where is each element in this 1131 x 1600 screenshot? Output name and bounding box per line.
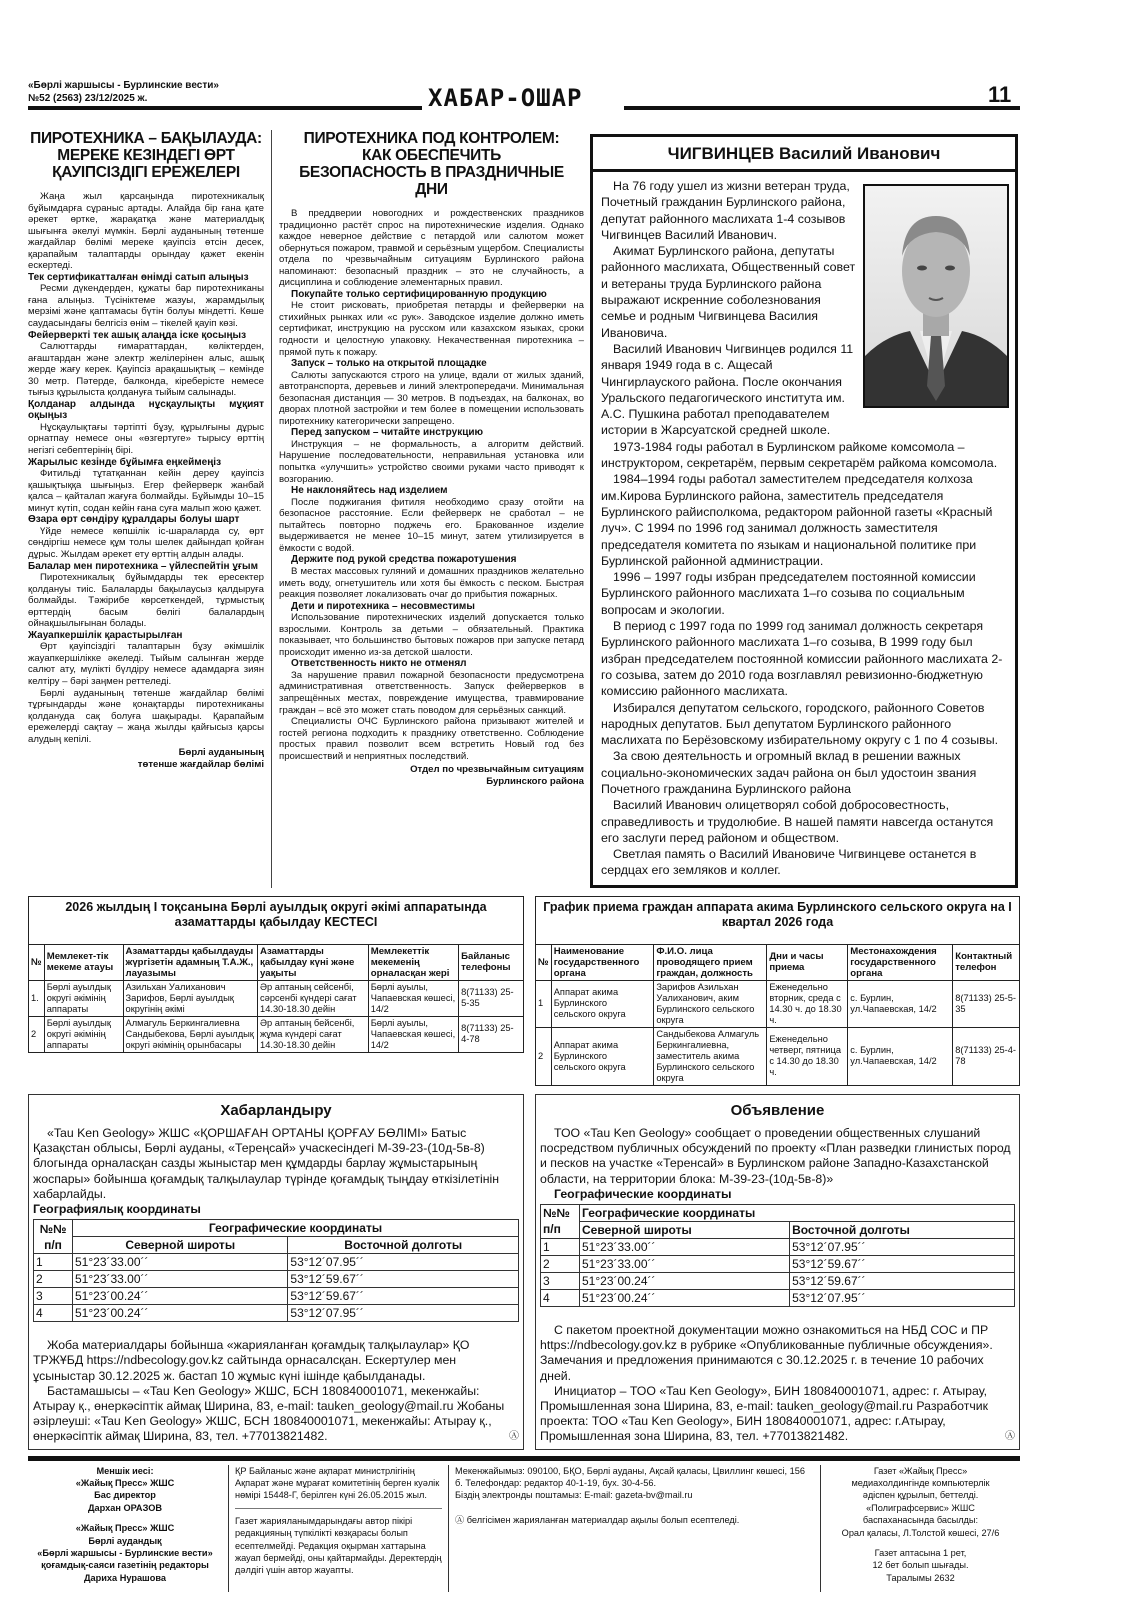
article-ru-signature bbox=[279, 764, 584, 787]
page-header bbox=[28, 78, 1020, 130]
table-row bbox=[34, 1271, 519, 1288]
table-row bbox=[34, 1305, 519, 1322]
column-header: Байланыс телефоны bbox=[459, 944, 524, 980]
table-cell: 2 bbox=[536, 1027, 552, 1085]
table-cell: с. Бурлин, ул.Чапаевская, 14/2 bbox=[848, 980, 953, 1027]
lat-header: Северной широты bbox=[580, 1221, 790, 1238]
notice-kz bbox=[28, 1094, 524, 1450]
printing-info bbox=[825, 1465, 1016, 1539]
footer bbox=[28, 1465, 1020, 1593]
text-line: Дархан ОРАЗОВ bbox=[88, 1502, 162, 1513]
paragraph: Үйде немесе көпшілік іс-шараларда су, өрт сөндіргіш немесе құм толы шелек дайындап қойған дұрыс. Жылдам әрекет ету өрттің алдын алады. bbox=[28, 525, 264, 560]
table-cell: 51°23´00.24´´ bbox=[73, 1305, 288, 1322]
subheading: Запуск – только на открытой площадке bbox=[291, 358, 487, 370]
notice-ru bbox=[535, 1094, 1020, 1450]
table-row bbox=[34, 1288, 519, 1305]
table-cell: Әр аптаның бейсенбі, жұма күндері сағат 14.30-18.30 дейін bbox=[258, 1016, 369, 1052]
text-line: «Полиграфсервис» ЖШС bbox=[866, 1502, 975, 1513]
subheading: Ответственность никто не отменял bbox=[291, 658, 467, 670]
column-header: № bbox=[536, 944, 552, 980]
table-cell: 51°23´33.00´´ bbox=[73, 1271, 288, 1288]
table-cell: 51°23´00.24´´ bbox=[73, 1288, 288, 1305]
paragraph: Светлая память о Василий Ивановиче Чигвинцеве останется в сердцах его земляков и коллег. bbox=[601, 847, 977, 878]
table-cell: 4 bbox=[541, 1289, 580, 1306]
paragraph: Не стоит рисковать, приобретая петарды и фейерверки на стихийных рынках или «с рук». Заводское изделие должно иметь сертификат, инструкцию на русском или казахском языках, сроки годности и целостную упаковку. Некачественная пиротехника – прямой путь к пожару. bbox=[279, 300, 584, 358]
paragraph: 1973-1984 годы работал в Бурлинском райкоме комсомола – инструктором, секретарём, первым секретарём райкома комсомола. bbox=[601, 439, 998, 471]
article-kz-signature bbox=[28, 747, 264, 770]
table-cell: 53°12´59.67´´ bbox=[790, 1255, 1015, 1272]
signature-line: Отдел по чрезвычайным ситуациям bbox=[410, 764, 584, 776]
signature-line: төтенше жағдайлар бөлімі bbox=[137, 758, 264, 770]
top-row bbox=[28, 130, 1020, 888]
masthead bbox=[28, 79, 219, 105]
paragraph: Бөрлі ауданының төтенше жағдайлар бөлімі тұрғындарды және қонақтарды пиротехниканы қолдануда сақ болуға шақырады. Қарапайым ережелерді сақтау – жаңа жылды қайғысыз қарсы алудың кепілі. bbox=[28, 687, 264, 745]
table-cell: 53°12´59.67´´ bbox=[288, 1271, 519, 1288]
subheading: Фейерверкті тек ашық алаңда іске қосыңыз bbox=[28, 329, 247, 341]
table-cell: Азильхан Уалиханович Зарифов, Бөрлі ауылдық округінің әкімі bbox=[123, 980, 257, 1016]
text-line: баспаханасында басылды: bbox=[862, 1515, 979, 1526]
article-kz-body bbox=[28, 191, 264, 745]
table-cell: 51°23´33.00´´ bbox=[580, 1238, 790, 1255]
table-cell: 51°23´33.00´´ bbox=[73, 1254, 288, 1271]
notice-ru-p2 bbox=[540, 1384, 1015, 1445]
coords-group-header: Географические координаты bbox=[580, 1204, 1015, 1221]
notices-row bbox=[28, 1094, 1020, 1450]
paragraph: В период с 1997 года по 1999 год занимал должность секретаря Бурлинского районного маслихата 1–го созыва, В 1999 году был избран председателем постоянной комиссии районного маслихата 2-го созыва, затем до 2010 года возглавлял ревизионно-бюджетную комиссию районного маслихата. bbox=[601, 619, 1003, 699]
text-line: қоғамдық-саяси газетінің редакторы bbox=[41, 1560, 209, 1571]
table-row bbox=[541, 1238, 1015, 1255]
column-header: Ф.И.О. лица проводящего прием граждан, должность bbox=[654, 944, 767, 980]
column-header: Азаматтарды қабылдау күні және уақыты bbox=[258, 944, 369, 980]
notice-ru-title: Объявление bbox=[730, 1101, 825, 1119]
column-header: Мемлекет-тік мекеме атауы bbox=[44, 944, 123, 980]
section-title: ХАБАР-ОШАР bbox=[428, 84, 583, 112]
subheading: Держите под рукой средства пожаротушения bbox=[291, 554, 517, 566]
table-row bbox=[541, 1255, 1015, 1272]
paragraph: Ресми дүкендерден, құжаты бар пиротехниканы ғана алыңыз. Түсініктеме жазуы, жарамдылық мерзімі және қаптамасы бүтін болуы міндетті. Көше саудасындағы белгісіз өнім – тікелей қауіп көзі. bbox=[28, 283, 264, 330]
subheading: Покупайте только сертифицированную продукцию bbox=[291, 288, 547, 300]
table-cell: Зарифов Азильхан Уалиханович, аким Бурлинского сельского округа bbox=[654, 980, 767, 1027]
table-cell: Бөрлі ауылдық округі әкімінің аппараты bbox=[44, 980, 123, 1016]
table-cell: 3 bbox=[34, 1288, 73, 1305]
schedule-ru bbox=[535, 896, 1020, 1086]
issue-info: №52 (2563) 23/12/2025 ж. bbox=[28, 93, 148, 104]
text-line: Газет аптасына 1 рет, bbox=[874, 1548, 967, 1559]
article-kz bbox=[28, 130, 264, 770]
paragraph: Пиротехникалық бұйымдарды тек ересектер қолдануы тиіс. Балаларды бақылаусыз қалдыруға болмайды. Тәжірибе көрсеткендей, тұрмыстық өрттердің басым бөлігі балалардың ойнақшылығынан болады. bbox=[28, 572, 264, 630]
paragraph: Нұсқаулықтағы тәртіпті бұзу, құрылғыны дұрыс орнатпау немесе оны «өзгертуге» тырысу өрттің негізгі себептерінің бірі. bbox=[28, 421, 264, 457]
text-line: 12 бет болып шығады. bbox=[872, 1560, 969, 1571]
table-cell: Аппарат акима Бурлинского сельского округа bbox=[551, 980, 654, 1027]
paid-mark-icon: Ⓐ bbox=[509, 1431, 519, 1443]
lon-header: Восточной долготы bbox=[790, 1221, 1015, 1238]
text-line: әдіспен құрылып, беттелді. bbox=[862, 1490, 979, 1501]
table-row bbox=[29, 1016, 524, 1052]
column-divider bbox=[271, 130, 272, 888]
table-cell: 8(71133) 25-5-35 bbox=[953, 980, 1020, 1027]
notice-kz-p1: Жоба материалдары бойынша «жарияланған қоғамдық талқылаулар» ҚО ТРЖҰБД https://ndbecology.gov.kz сайтында орнасалсқан. Ескертулер мен ұсыныстар 30.12.2025 ж. бастап 10 жұмыс күні ішінде қабылданады. bbox=[33, 1338, 470, 1383]
paragraph: Акимат Бурлинского района, депутаты районного маслихата, Общественный совет и ветераны труда Бурлинского района выражают искренние соболезнования семье и родным Чигвинцева Василия Ивановича. bbox=[601, 244, 856, 340]
paragraph: Салюты запускаются строго на улице, вдали от жилых зданий, автотранспорта, деревьев и линий электропередачи. Минимальная безопасная дистанция — 30 метров. В подъездах, на балконах, во дворах плотной застройки и тем более в помещении использовать пиротехнику категорически запрещено. bbox=[279, 369, 584, 427]
editor-info bbox=[28, 1522, 222, 1584]
lon-header: Восточной долготы bbox=[288, 1237, 519, 1254]
text-line: «Бөрлі жаршысы - Бурлинские вести» bbox=[37, 1548, 213, 1559]
text-line: Таралымы 2632 bbox=[886, 1572, 955, 1583]
text-line: Орал қаласы, Л.Толстой көшесі, 27/6 bbox=[841, 1527, 1000, 1538]
text-line: медиахолдингінде компьютерлік bbox=[851, 1478, 990, 1489]
text-line: Дариха Нурашова bbox=[84, 1572, 166, 1583]
notice-kz-p2 bbox=[33, 1384, 519, 1445]
subheading: Перед запуском – читайте инструкцию bbox=[291, 427, 484, 439]
schedule-kz bbox=[28, 896, 524, 1053]
column-header: Азаматтарды қабылдауды жүргізетін адамның Т.А.Ж., лауазымы bbox=[123, 944, 257, 980]
paragraph: В местах массовых гуляний и домашних праздников желательно иметь воду, огнетушитель или хотя бы ёмкость с песком. Быстрая реакция позволяет локализовать очаг до прибытия пожарных. bbox=[279, 565, 584, 601]
schedule-kz-title: 2026 жылдың I тоқсанына Бөрлі ауылдық округі әкімі аппаратында азаматтарды қабылдау КЕСТЕСІ bbox=[29, 896, 524, 944]
table-cell: 1 bbox=[541, 1238, 580, 1255]
table-row bbox=[34, 1254, 519, 1271]
paragraph: Василий Иванович Чигвинцев родился 11 января 1949 года в с. Ащесай Чингирлауского района. После окончания Уральского педагогического института им. А.С. Пушкина работал преподавателем истории в Жарсуатской средней школе. bbox=[601, 341, 854, 438]
table-cell: Бөрлі ауылы, Чапаевская көшесі, 14/2 bbox=[368, 980, 458, 1016]
paragraph: 1996 – 1997 годы избран председателем постоянной комиссии Бурлинского районного маслихата 1–го созыва по социальным вопросам и экологии. bbox=[601, 570, 976, 617]
coordinates-table bbox=[540, 1204, 1015, 1307]
subheading: Балалар мен пиротехника – үйлеспейтін ұғым bbox=[28, 560, 258, 572]
paragraph: После поджигания фитиля необходимо сразу отойти на безопасное расстояние. Если фейерверк не сработал – не пытайтесь повторно поджечь его. Бракованное изделие выдерживается не менее 10–15 минут, затем утилизируется в ёмкости с водой. bbox=[279, 496, 584, 554]
column-header: Контактный телефон bbox=[953, 944, 1020, 980]
table-cell: 51°23´33.00´´ bbox=[580, 1255, 790, 1272]
notice-ru-coords-label: Географические координаты bbox=[554, 1186, 732, 1201]
column-header: Местонахождения государственного органа bbox=[848, 944, 953, 980]
table-cell: 2 bbox=[34, 1271, 73, 1288]
email-text: Біздің электронды поштамыз: E-mail: gazeta-bv@mail.ru bbox=[455, 1490, 693, 1501]
table-cell: 2 bbox=[29, 1016, 45, 1052]
notice-ru-p2-text: Инициатор – ТОО «Tau Ken Geology», БИН 180840001071, адрес: г. Атырау, Промышленная зона Ширина, 83, e-mail: tauken_geology@mail.ru Разработчик проекта: ТОО «Tau Ken Geology», БИН 180840001071, адрес: г.Атырау, Промышленная зона Ширина, 83, тел. +77013821482. bbox=[540, 1383, 989, 1444]
footer-printing bbox=[820, 1465, 1020, 1593]
table-cell: 53°12´07.95´´ bbox=[288, 1254, 519, 1271]
table-row bbox=[541, 1289, 1015, 1306]
portrait-icon bbox=[865, 186, 1007, 406]
subheading: Қолданар алдында нұсқаулықты мұқият оқыңыз bbox=[28, 398, 264, 422]
table-cell: 1 bbox=[536, 980, 552, 1027]
coordinates-table bbox=[33, 1219, 519, 1322]
notice-kz-coords-label: Географиялық координаты bbox=[33, 1201, 201, 1216]
obituary bbox=[590, 134, 1018, 888]
text-line: «Жайық Пресс» ЖШС bbox=[75, 1478, 175, 1489]
column-header: Наименование государственного органа bbox=[551, 944, 654, 980]
paragraph: Фитильді тұтатқаннан кейін дереу қауіпсіз қашықтыққа шығыңыз. Егер фейерверк жанбай қалса – қайталап жағуға болмайды. Бұйымды 10–15 минут күтіп, содан кейін ғана суға малып жою қажет. bbox=[28, 468, 264, 514]
paragraph: Использование пиротехнических изделий допускается только взрослыми. Контроль за детьми – обязательный. Практика показывает, что большинство бытовых пожаров при запуске петард происходит именно из-за детской шалости. bbox=[279, 612, 584, 658]
notice-kz-title: Хабарландыру bbox=[220, 1101, 332, 1119]
paragraph: Василий Иванович олицетворял собой добросовестность, справедливость и трудолюбие. В нашей памяти навсегда останутся его заслуги перед районом и обществом. bbox=[601, 798, 994, 845]
footer-owner bbox=[28, 1465, 228, 1593]
subheading: Не наклоняйтесь над изделием bbox=[291, 485, 448, 497]
table-row bbox=[29, 980, 524, 1016]
table-cell: 53°12´07.95´´ bbox=[288, 1305, 519, 1322]
schedule-ru-title: График приема граждан аппарата акима Бурлинского сельского округа на I квартал 2026 года bbox=[536, 896, 1020, 944]
text-line: Меншік иесі: bbox=[96, 1465, 154, 1476]
footer-divider bbox=[235, 1508, 442, 1509]
table-header-row bbox=[29, 944, 524, 980]
article-ru bbox=[279, 130, 584, 787]
schedule-ru-table bbox=[535, 896, 1020, 1086]
paragraph: В преддверии новогодних и рождественских праздников традиционно растёт спрос на пиротехнические изделия. Однако каждое неверное действие с петардой или салютом может обернуться пожаром, травмой и серьёзным ущербом. Специалисты отдела по чрезвычайным ситуациям Бурлинского района напоминают: безопасный праздник – это не случайность, а дисциплина и соблюдение элементарных правил. bbox=[279, 208, 584, 289]
subheading: Жауапкершілік қарастырылған bbox=[28, 629, 183, 641]
obituary-name: ЧИГВИНЦЕВ Василий Иванович bbox=[593, 137, 1015, 172]
paragraph: Специалисты ОЧС Бурлинского района призывают жителей и гостей региона подходить к празднику ответственно. Соблюдение простых правил позволит всем встретить Новый год без происшествий и неприятных последствий. bbox=[279, 716, 584, 762]
table-row bbox=[536, 1027, 1020, 1085]
table-cell: 3 bbox=[541, 1272, 580, 1289]
table-cell: 2 bbox=[541, 1255, 580, 1272]
table-header-row bbox=[536, 944, 1020, 980]
table-cell: 53°12´59.67´´ bbox=[790, 1272, 1015, 1289]
column-header: № bbox=[29, 944, 45, 980]
paragraph: Избирался депутатом сельского, городского, районного Советов народных депутатов. Был депутатом Бурлинского районного маслихата по Берёзовскому избирательному округу с 1 по 4 созывы. bbox=[601, 700, 999, 748]
table-cell: Еженедельно вторник, среда с 14.30 ч. до 18.30 ч. bbox=[767, 980, 848, 1027]
table-row bbox=[536, 980, 1020, 1027]
table-row bbox=[541, 1272, 1015, 1289]
table-cell: 51°23´00.24´´ bbox=[580, 1289, 790, 1306]
paragraph: Өрт қауіпсіздігі талаптарын бұзу әкімшілік жауапкершілікке әкеледі. Тыйым салынған жерде салют ату, мүлікті бүлдіру немесе адамдарға зиян келтіру – бәрі заңмен реттеледі. bbox=[28, 641, 264, 687]
subheading: Өзара өрт сөндіру құралдары болуы шарт bbox=[28, 514, 240, 526]
table-cell: Сандыбекова Алмагуль Беркингалиевна, заместитель акима Бурлинского сельского округа bbox=[654, 1027, 767, 1085]
subheading: Дети и пиротехника – несовместимы bbox=[291, 600, 475, 612]
paragraph: За нарушение правил пожарной безопасности предусмотрена административная ответственность. Запуск фейерверков в запрещённых местах, повреждение имущества, травмирование граждан – всё это может стать поводом для серьёзных санкций. bbox=[279, 669, 584, 716]
newspaper-page bbox=[28, 0, 1020, 1592]
text-line: Бөрлі аудандық bbox=[88, 1535, 162, 1546]
portrait-photo bbox=[863, 184, 1009, 408]
text-line: Бас директор bbox=[94, 1490, 156, 1501]
article-kz-title: ПИРОТЕХНИКА – БАҚЫЛАУДА: МЕРЕКЕ КЕЗІНДЕГІ ӨРТ ҚАУІПСІЗДІГІ ЕРЕЖЕЛЕРІ bbox=[30, 130, 262, 181]
notice-ru-p1: С пакетом проектной документации можно ознакомиться на НБД СОС и ПР https://ndbecology.gov.kz в рубрике «Опубликованные публичные обсуждения». Замечания и предложения принимаются с 30.12.2025 г. в течение 10 рабочих дней. bbox=[540, 1322, 993, 1383]
table-cell: 8(71133) 25-5-35 bbox=[459, 980, 524, 1016]
table-cell: Әр аптаның сейсенбі, сәрсенбі күндері сағат 14.30-18.30 дейін bbox=[258, 980, 369, 1016]
header-rule-left bbox=[28, 106, 422, 110]
address-text: Мекенжайымыз: 090100, БҚО, Бөрлі ауданы, Ақсай қаласы, Цвиллинг көшесі, 156 б. Телефондар: редактор 40-1-19, бух. 30-4-56. bbox=[455, 1465, 805, 1489]
text-line: Газет «Жайық Пресс» bbox=[873, 1465, 968, 1476]
paragraph: На 76 году ушел из жизни ветеран труда, Почетный гражданин Бурлинского района, депутат районного маслихата 1-4 созывов Чигвинцев Василий Иванович. bbox=[601, 179, 850, 242]
paragraph: За свою деятельность и огромный вклад в решении важных социально-экономических задач района он был удостоин звания Почетного гражданина Бурлинского района bbox=[601, 749, 977, 796]
footer-contacts bbox=[448, 1465, 820, 1593]
schedule-kz-table bbox=[28, 896, 524, 1053]
table-cell: 53°12´07.95´´ bbox=[790, 1289, 1015, 1306]
notice-kz-intro: «Tau Ken Geology» ЖШС «ҚОРШАҒАН ОРТАНЫ ҚОРҒАУ БӨЛІМІ» Батыс Қазақстан облысы, Бөрлі ауданы, «Тереңсай» учаскесіндегі М-39-23-(10д-5в-8) блогында орналасқан сазды жыныстар мен құмдарды барлау жұмыстарының жоспары» бойынша қоғамдық талқылаулар түрінде қоғамдық тыңдау өткізілетінін хабарлайды. bbox=[33, 1125, 500, 1201]
table-cell: 8(71133) 25-4-78 bbox=[459, 1016, 524, 1052]
registration-text: ҚР Байланыс және ақпарат министрлігінің Ақпарат және мұрағат комитетінің берген куәлік нөмірі 15448-Г, берілген күні 26.05.2015 жыл. bbox=[235, 1465, 440, 1501]
notice-kz-p2-text: Бастамашысы – «Tau Ken Geology» ЖШС, БСН 180840001071, мекенжайы: Атырау қ., өнеркәсіптік аймақ Ширина, 83, e-mail: tauken_geology@mail.ru Жобаны әзірлеуші: «Tau Ken Geology» ЖШС, БСН 180840001071, мекенжайы: Атырау қ., өнеркәсіптік аймақ Ширина, 83, тел. +77013821482. bbox=[33, 1383, 505, 1444]
text-line: «Жайық Пресс» ЖШС bbox=[75, 1523, 175, 1534]
col-num-header: №№ п/п bbox=[34, 1220, 73, 1254]
article-ru-body bbox=[279, 208, 584, 762]
paragraph: Инструкция – не формальность, а алгоритм действий. Нарушение последовательности, неправильная установка или попытка «улучшить» устройство своими руками часто приводят к возгоранию. bbox=[279, 438, 584, 485]
signature-line: Бөрлі ауданының bbox=[178, 747, 264, 759]
column-header: Мемлекеттік мекеменің орналасқан жері bbox=[368, 944, 458, 980]
article-ru-title: ПИРОТЕХНИКА ПОД КОНТРОЛЕМ: КАК ОБЕСПЕЧИТЬ БЕЗОПАСНОСТЬ В ПРАЗДНИЧНЫЕ ДНИ bbox=[299, 130, 564, 198]
signature-line: Бурлинского района bbox=[486, 775, 584, 787]
paragraph: 1984–1994 годы работал заместителем председателя колхоза им.Кирова Бурлинского района, заместитель председателя Бурлинского райисполкома, редактором районной газеты «Красный луч». С 1994 по 1996 год занимал должность заместителя председателя комитета по языкам и национальной политике при Бурлинской районной администрации. bbox=[601, 472, 993, 568]
col-num-header: №№ п/п bbox=[541, 1204, 580, 1238]
table-cell: Бөрлі ауылдық округі әкімінің аппараты bbox=[44, 1016, 123, 1052]
column-header: Дни и часы приема bbox=[767, 944, 848, 980]
paper-name: «Бөрлі жаршысы - Бурлинские вести» bbox=[28, 80, 219, 91]
notice-ru-intro: ТОО «Tau Ken Geology» сообщает о проведении общественных слушаний посредством публичных обсуждений по проекту «План разведки глинистых пород и песков на участке «Теренсай» в Бурлинском районе Западно-Казахстанской области, на территории блока: М-39-23-(10д-5в-8)» bbox=[540, 1125, 1011, 1186]
lat-header: Северной широты bbox=[73, 1237, 288, 1254]
coords-group-header: Географические координаты bbox=[73, 1220, 519, 1237]
owner-info bbox=[28, 1465, 222, 1515]
obituary-body bbox=[593, 172, 1015, 885]
table-cell: Алмагуль Беркингалиевна Сандыбекова, Бөрлі ауылдық округі әкімінің орынбасары bbox=[123, 1016, 257, 1052]
footer-registration bbox=[228, 1465, 448, 1593]
table-cell: 1. bbox=[29, 980, 45, 1016]
table-cell: 1 bbox=[34, 1254, 73, 1271]
subheading: Тек сертификатталған өнімді сатып алыңыз bbox=[28, 271, 249, 283]
table-cell: 53°12´07.95´´ bbox=[790, 1238, 1015, 1255]
circulation-info bbox=[825, 1547, 1016, 1584]
page-number: 11 bbox=[988, 82, 1012, 107]
disclaimer-text: Газет жарияланымдарындағы автор пікірі редакцияның түпкілікті көзқарасы болып есептелмейді. Редакция оқырман хаттарына жауап бермейді, оны қайтармайды. Деректердің дәлдігі үшін автор жауапты. bbox=[235, 1515, 442, 1576]
table-cell: 51°23´00.24´´ bbox=[580, 1272, 790, 1289]
schedules-row bbox=[28, 896, 1020, 1086]
table-cell: Аппарат акима Бурлинского сельского округа bbox=[551, 1027, 654, 1085]
paid-mark-icon: Ⓐ bbox=[1005, 1431, 1015, 1443]
footer-rule bbox=[28, 1456, 1020, 1461]
paid-note-text: Ⓐ белгісімен жарияланған материалдар ақылы болып есептеледі. bbox=[455, 1514, 740, 1525]
table-cell: Бөрлі ауылы, Чапаевская көшесі, 14/2 bbox=[368, 1016, 458, 1052]
table-cell: с. Бурлин, ул.Чапаевская, 14/2 bbox=[848, 1027, 953, 1085]
table-cell: 53°12´59.67´´ bbox=[288, 1288, 519, 1305]
paragraph: Салюттарды ғимараттардан, көліктерден, ағаштардан және электр желілерінен алыс, ашық жерде жағу керек. Қауіпсіз арақашықтық – кемінде 30 метр. Пәтерде, балконда, кіреберісте немесе тығыз құрылыста қолдануға тыйым салынады. bbox=[28, 341, 264, 399]
table-cell: 4 bbox=[34, 1305, 73, 1322]
header-rule-right bbox=[624, 106, 1020, 110]
paragraph: Жаңа жыл қарсаңында пиротехникалық бұйымдарға сұраныс артады. Алайда бір ғана қате әрекет өртке, жарақатқа және материалдық шығынға әкелуі мүмкін. Бөрлі ауданының төтенше жағдайлар бөлімі мереке қауіпсіз өтсін десек, қарапайым талаптарды орындау қажет екенін ескертеді. bbox=[28, 191, 264, 272]
subheading: Жарылыс кезінде бұйымға еңкеймеңіз bbox=[28, 456, 222, 468]
table-cell: Еженедельно четверг, пятница с 14.30 до 18.30 ч. bbox=[767, 1027, 848, 1085]
table-cell: 8(71133) 25-4-78 bbox=[953, 1027, 1020, 1085]
